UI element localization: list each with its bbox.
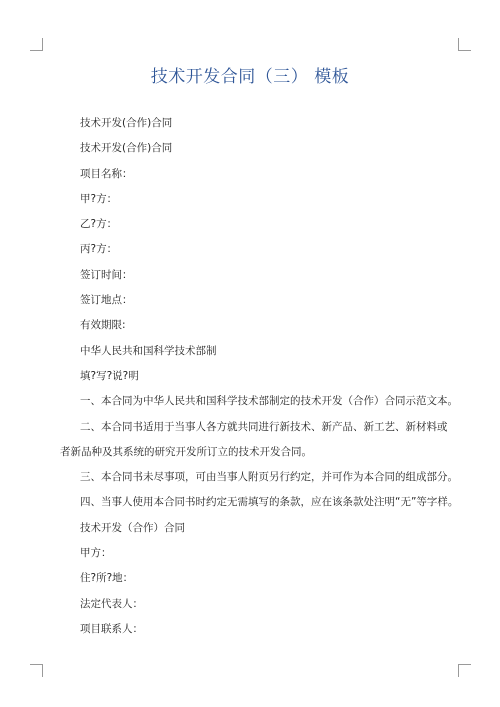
crop-mark-top-right xyxy=(458,38,471,51)
line-party-a: 甲?方： xyxy=(80,192,118,205)
line-sign-place: 签订地点： xyxy=(80,294,133,307)
line-party-a-2: 甲方： xyxy=(80,547,112,560)
line-legal-rep: 法定代表人： xyxy=(80,597,143,610)
line-project-contact: 项目联系人： xyxy=(80,622,143,635)
line-instruction-4: 四、当事人使用本合同书时约定无需填写的条款，应在该条款处注明“无”等字样。 xyxy=(80,496,459,509)
crop-mark-bottom-right xyxy=(458,664,471,677)
line-contract-heading: 技术开发(合作)合同 xyxy=(80,117,173,129)
line-instruction-1: 一、本合同为中华人民共和国科学技术部制定的技术开发（合作）合同示范文本。 xyxy=(80,395,458,408)
document-title: 技术开发合同（三） 模板 xyxy=(150,67,350,87)
line-party-c: 丙?方： xyxy=(80,243,118,256)
line-issuer: 中华人民共和国科学技术部制 xyxy=(80,344,217,357)
line-sign-time: 签订时间： xyxy=(80,268,133,281)
line-party-b: 乙?方： xyxy=(80,218,118,231)
line-instruction-3: 三、本合同书未尽事项，可由当事人附页另行约定，并可作为本合同的组成部分。 xyxy=(80,471,458,484)
line-project-name: 项目名称： xyxy=(80,167,133,180)
document-body xyxy=(60,111,459,642)
line-instructions-heading: 填?写?说?明 xyxy=(80,369,139,382)
line-address: 住?所?地： xyxy=(80,572,134,585)
line-contract-heading-3: 技术开发（合作）合同 xyxy=(80,521,185,534)
crop-mark-bottom-left xyxy=(30,664,43,677)
line-instruction-2-cont: 者新品种及其系统的研究开发所订立的技术开发合同。 xyxy=(60,445,312,458)
line-contract-heading-2: 技术开发(合作)合同 xyxy=(80,142,173,155)
line-instruction-2: 二、本合同书适用于当事人各方就共同进行新技术、新产品、新工艺、新材料或 xyxy=(80,420,448,433)
crop-mark-top-left xyxy=(30,38,43,51)
line-validity: 有效期限: xyxy=(80,319,126,332)
